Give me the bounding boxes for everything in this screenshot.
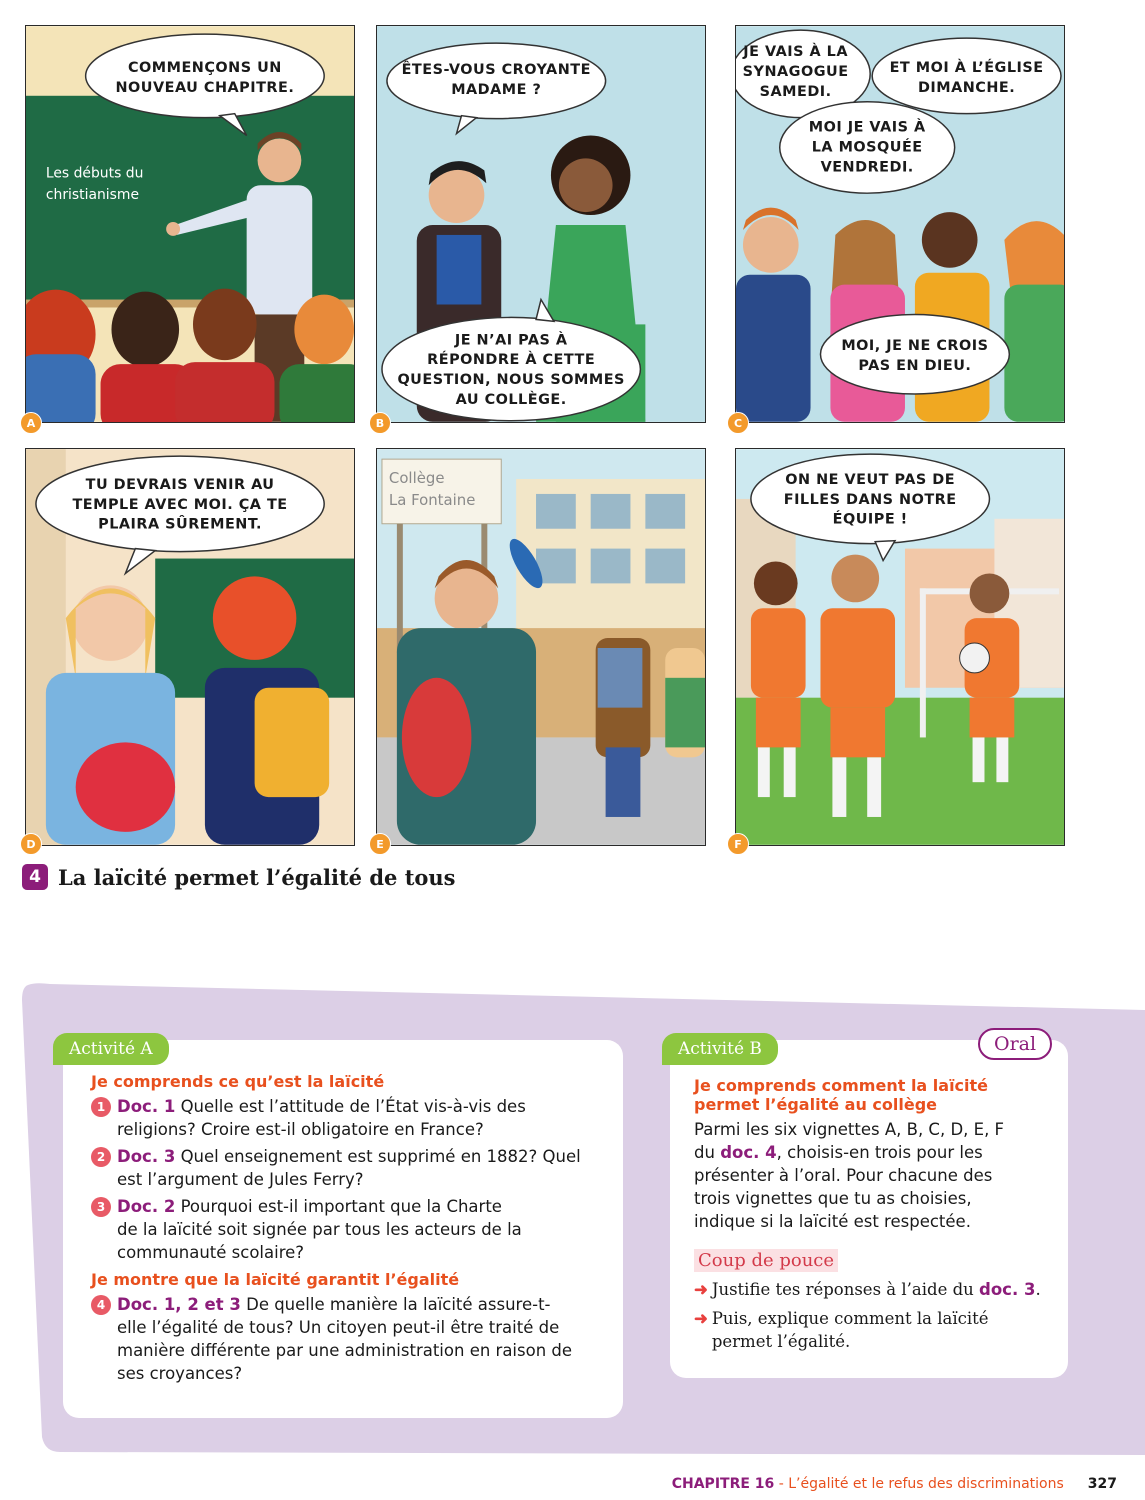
arrow-right-icon: ➜	[694, 1280, 708, 1299]
question-3-line-3: communauté scolaire?	[117, 1243, 305, 1262]
panel-f-bubble-line-3: ÉQUIPE !	[832, 511, 908, 528]
panel-c-bubble3-line-3: VENDREDI.	[820, 159, 914, 176]
sign-text-line-2: La Fontaine	[388, 490, 476, 509]
board-text-line-1: Les débuts du	[45, 165, 144, 182]
instructions-line-3: présenter à l’oral. Pour chacune des	[694, 1166, 993, 1185]
panel-a-bubble-line-1: COMMENÇONS UN	[127, 59, 282, 76]
question-2-line-1: Quel enseignement est supprimé en 1882? Quel	[180, 1147, 581, 1166]
panel-letter-a: A	[20, 412, 42, 434]
question-4-doc-ref: Doc. 1, 2 et 3	[117, 1295, 241, 1314]
question-4-line-3: manière différente par une administration en raison de	[117, 1341, 573, 1360]
panel-c-bubble3-line-1: MOI JE VAIS À	[808, 119, 926, 136]
activity-a-heading-2: Je montre que la laïcité garantit l’égalité	[91, 1270, 460, 1289]
question-3-line-2: de la laïcité soit signée par tous les acteurs de la	[117, 1220, 522, 1239]
panel-c-bubble2-line-2: DIMANCHE.	[917, 79, 1016, 96]
panel-d-bubble-line-3: PLAIRA SÛREMENT.	[98, 516, 262, 533]
panel-b-bubble2-line-4: AU COLLÈGE.	[455, 391, 567, 408]
panel-letter-f: F	[727, 833, 749, 855]
question-3-line-1: Pourquoi est-il important que la Charte	[180, 1197, 502, 1216]
activity-b-instructions	[694, 1118, 1048, 1233]
question-3-doc-ref: Doc. 2	[117, 1197, 176, 1216]
activity-a-card	[63, 1040, 623, 1418]
question-1-line-1: Quelle est l’attitude de l’État vis-à-vis des	[180, 1097, 526, 1116]
panel-c-bubble-line-2: SYNAGOGUE	[742, 63, 849, 80]
panel-b-bubble-line-2: MADAME ?	[451, 81, 542, 98]
panel-a-bubble-line-2: NOUVEAU CHAPITRE.	[115, 79, 295, 96]
panel-c-bubble-line-1: JE VAIS À LA	[743, 44, 849, 61]
activity-b-heading-line-1: Je comprends comment la laïcité	[694, 1076, 989, 1095]
coup-de-pouce-label: Coup de pouce	[694, 1249, 838, 1272]
panel-b-bubble-line-1: ÊTES-VOUS CROYANTE	[401, 61, 591, 78]
panel-letter-c: C	[727, 412, 749, 434]
instructions-line-5: indique si la laïcité est respectée.	[694, 1212, 971, 1231]
page-footer	[672, 1476, 1117, 1492]
arrow-right-icon: ➜	[694, 1309, 708, 1328]
question-1-line-2: religions? Croire est-il obligatoire en France?	[117, 1120, 484, 1139]
question-number-1: 1	[91, 1097, 111, 1117]
hint-2-line-1: Puis, explique comment la laïcité	[711, 1309, 989, 1328]
hint-2	[694, 1307, 1048, 1353]
oral-badge: Oral	[978, 1028, 1052, 1060]
footer-separator: -	[774, 1476, 789, 1492]
activity-a-question-2	[91, 1145, 603, 1191]
question-2-doc-ref: Doc. 3	[117, 1147, 176, 1166]
panel-letter-d: D	[20, 833, 42, 855]
footer-chapter-title: L’égalité et le refus des discriminations	[788, 1476, 1064, 1492]
document-title: La laïcité permet l’égalité de tous	[58, 864, 456, 890]
hint-2-line-2: permet l’égalité.	[711, 1332, 851, 1351]
question-number-2: 2	[91, 1147, 111, 1167]
panel-c-bubble4-line-2: PAS EN DIEU.	[858, 358, 972, 375]
panel-letter-b: B	[369, 412, 391, 434]
instructions-doc-ref: doc. 4	[720, 1143, 777, 1162]
activity-a-question-1	[91, 1095, 603, 1141]
instructions-line-1: Parmi les six vignettes A, B, C, D, E, F	[694, 1120, 1005, 1139]
panel-c-bubble-line-3: SAMEDI.	[759, 83, 832, 100]
footer-chapter: CHAPITRE 16	[671, 1476, 775, 1492]
hint-1-text: Justifie tes réponses à l’aide du	[711, 1280, 974, 1299]
question-4-line-2: elle l’égalité de tous? Un citoyen peut-il être traité de	[117, 1318, 560, 1337]
activity-b-heading-line-2: permet l’égalité au collège	[694, 1095, 937, 1114]
activity-b-tab: Activité B	[662, 1033, 778, 1065]
question-number-3: 3	[91, 1197, 111, 1217]
question-4-line-1: De quelle manière la laïcité assure-t-	[246, 1295, 551, 1314]
activity-a-question-4	[91, 1293, 603, 1385]
activity-b-card	[670, 1040, 1068, 1378]
panel-letter-e: E	[369, 833, 391, 855]
instructions-line-4: trois vignettes que tu as choisies,	[694, 1189, 972, 1208]
activity-a-heading-1: Je comprends ce qu’est la laïcité	[91, 1072, 385, 1091]
panel-d-bubble-line-1: TU DEVRAIS VENIR AU	[85, 476, 275, 493]
page-number: 327	[1087, 1476, 1117, 1492]
instructions-line-2b: , choisis-en trois pour les	[776, 1143, 983, 1162]
panel-b-bubble2-line-3: QUESTION, NOUS SOMMES	[397, 372, 625, 389]
activity-a-tab: Activité A	[53, 1033, 169, 1065]
question-1-doc-ref: Doc. 1	[117, 1097, 176, 1116]
panel-c-bubble3-line-2: LA MOSQUÉE	[811, 139, 923, 156]
question-2-line-2: est l’argument de Jules Ferry?	[117, 1170, 364, 1189]
panel-f-bubble-line-2: FILLES DANS NOTRE	[783, 491, 957, 508]
hint-1	[694, 1278, 1048, 1301]
hint-1-doc-ref: doc. 3	[979, 1280, 1036, 1299]
panel-b-bubble2-line-2: RÉPONDRE À CETTE	[427, 352, 596, 369]
document-number: 4	[22, 864, 48, 890]
panel-c-bubble2-line-1: ET MOI À L’ÉGLISE	[889, 59, 1044, 76]
sign-text-line-1: Collège	[388, 469, 445, 487]
question-4-line-4: ses croyances?	[117, 1364, 243, 1383]
panel-d-bubble-line-2: TEMPLE AVEC MOI. ÇA TE	[72, 496, 288, 513]
panel-c-bubble4-line-1: MOI, JE NE CROIS	[841, 338, 989, 355]
panel-f-bubble-line-1: ON NE VEUT PAS DE	[785, 471, 956, 488]
panel-b-bubble2-line-1: JE N’AI PAS À	[454, 332, 568, 349]
question-number-4: 4	[91, 1295, 111, 1315]
activity-a-question-3	[91, 1195, 603, 1264]
board-text-line-2: christianisme	[45, 187, 140, 204]
instructions-line-2a: du	[694, 1143, 715, 1162]
hint-1-end: .	[1035, 1280, 1041, 1299]
